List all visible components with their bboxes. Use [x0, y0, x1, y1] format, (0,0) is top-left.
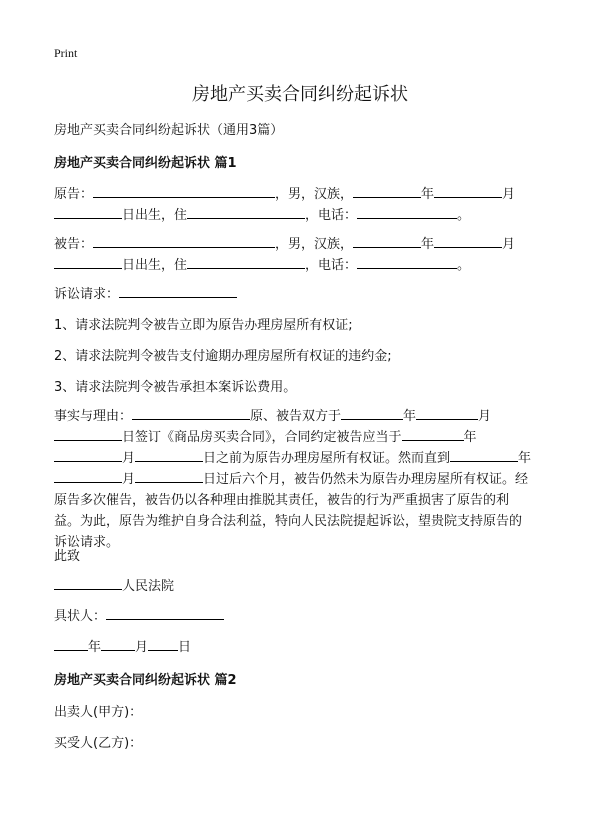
facts-blank [135, 449, 203, 462]
defendant-year-text: 年 [421, 237, 435, 252]
plaintiff-month-text: 月 [502, 187, 516, 202]
plaintiff-year-blank [353, 185, 421, 198]
facts-label: 事实与理由： [54, 409, 133, 424]
section-1-title: 房地产买卖合同纠纷起诉状 篇1 [54, 156, 237, 171]
facts-text: 年 [403, 409, 417, 424]
court-line [54, 575, 174, 594]
plaintiff-day-blank [54, 206, 122, 219]
claims-label: 诉讼请求： [54, 287, 120, 302]
seller-label: 出卖人(甲方)： [54, 705, 143, 720]
document-subtitle: 房地产买卖合同纠纷起诉状（通用3篇） [54, 123, 284, 138]
date-day-blank [148, 638, 178, 651]
facts-text: 年 [463, 430, 477, 445]
defendant-phone-blank [357, 256, 457, 269]
facts-blank [54, 470, 122, 483]
defendant-month-text: 月 [502, 237, 516, 252]
defendant-address-blank [187, 256, 305, 269]
plaintiff-line-2 [54, 204, 470, 223]
claims-heading [54, 283, 237, 302]
facts-line-7: 诉讼请求。 [54, 535, 120, 550]
facts-text: 月 [478, 409, 492, 424]
facts-line-1 [54, 405, 491, 424]
facts-text: 日签订《商品房买卖合同》，合同约定被告应当于 [122, 430, 402, 445]
plaintiff-month-blank [434, 185, 502, 198]
date-month-text: 月 [135, 640, 149, 655]
signer-line [54, 605, 224, 624]
date-year-blank [54, 638, 88, 651]
court-text: 人民法院 [122, 579, 175, 594]
facts-text: 日之前为原告办理房屋所有权证。然而直到 [203, 451, 451, 466]
claim-item: 1、请求法院判令被告立即为原告办理房屋所有权证; [54, 318, 353, 333]
defendant-phone-label: ，电话： [305, 258, 358, 273]
plaintiff-name-blank [93, 185, 275, 198]
plaintiff-gender-text: ，男，汉族， [275, 187, 354, 202]
defendant-line-1 [54, 233, 515, 252]
defendant-label: 被告： [54, 237, 94, 252]
defendant-day-blank [54, 256, 122, 269]
date-month-blank [101, 638, 135, 651]
facts-line-4 [54, 468, 528, 487]
claim-item: 2、请求法院判令被告支付逾期办理房屋所有权证的违约金; [54, 349, 392, 364]
document-title: 房地产买卖合同纠纷起诉状 [192, 84, 408, 105]
date-year-text: 年 [88, 640, 102, 655]
facts-blank [402, 428, 464, 441]
defendant-end: 。 [457, 258, 471, 273]
facts-line-2 [54, 426, 477, 445]
facts-text: 月 [122, 451, 136, 466]
signer-label: 具状人： [54, 609, 107, 624]
defendant-line-2 [54, 254, 470, 273]
defendant-name-blank [93, 235, 275, 248]
print-link[interactable]: Print [54, 46, 78, 60]
signer-blank [106, 607, 224, 620]
facts-blank [341, 407, 403, 420]
defendant-year-blank [353, 235, 421, 248]
facts-text: 日过后六个月，被告仍然未为原告办理房屋所有权证。经 [203, 472, 529, 487]
facts-text: 年 [518, 451, 532, 466]
defendant-born-text: 日出生，住 [122, 258, 188, 273]
date-day-text: 日 [178, 640, 192, 655]
facts-blank [416, 407, 478, 420]
facts-line-6: 益。为此，原告为维护自身合法利益，特向人民法院提起诉讼，望贵院支持原告的 [54, 514, 523, 529]
facts-blank [135, 470, 203, 483]
section-2-title: 房地产买卖合同纠纷起诉状 篇2 [54, 673, 237, 688]
court-blank [54, 577, 122, 590]
closing-text: 此致 [54, 549, 81, 564]
claims-blank [119, 285, 237, 298]
facts-text: 月 [122, 472, 136, 487]
plaintiff-label: 原告： [54, 187, 94, 202]
plaintiff-line-1 [54, 183, 515, 202]
defendant-month-blank [434, 235, 502, 248]
plaintiff-end: 。 [457, 208, 471, 223]
plaintiff-phone-label: ，电话： [305, 208, 358, 223]
defendant-gender-text: ，男，汉族， [275, 237, 354, 252]
date-line [54, 636, 191, 655]
facts-blank [450, 449, 518, 462]
buyer-label: 买受人(乙方)： [54, 736, 143, 751]
facts-blank [54, 428, 122, 441]
plaintiff-phone-blank [357, 206, 457, 219]
plaintiff-address-blank [187, 206, 305, 219]
facts-line-3 [54, 447, 531, 466]
facts-line-5: 原告多次催告，被告仍以各种理由推脱其责任，被告的行为严重损害了原告的利 [54, 493, 510, 508]
plaintiff-born-text: 日出生，住 [122, 208, 188, 223]
claim-item: 3、请求法院判令被告承担本案诉讼费用。 [54, 380, 297, 395]
plaintiff-year-text: 年 [421, 187, 435, 202]
facts-blank [132, 407, 250, 420]
facts-blank [54, 449, 122, 462]
facts-text: 原、被告双方于 [250, 409, 342, 424]
